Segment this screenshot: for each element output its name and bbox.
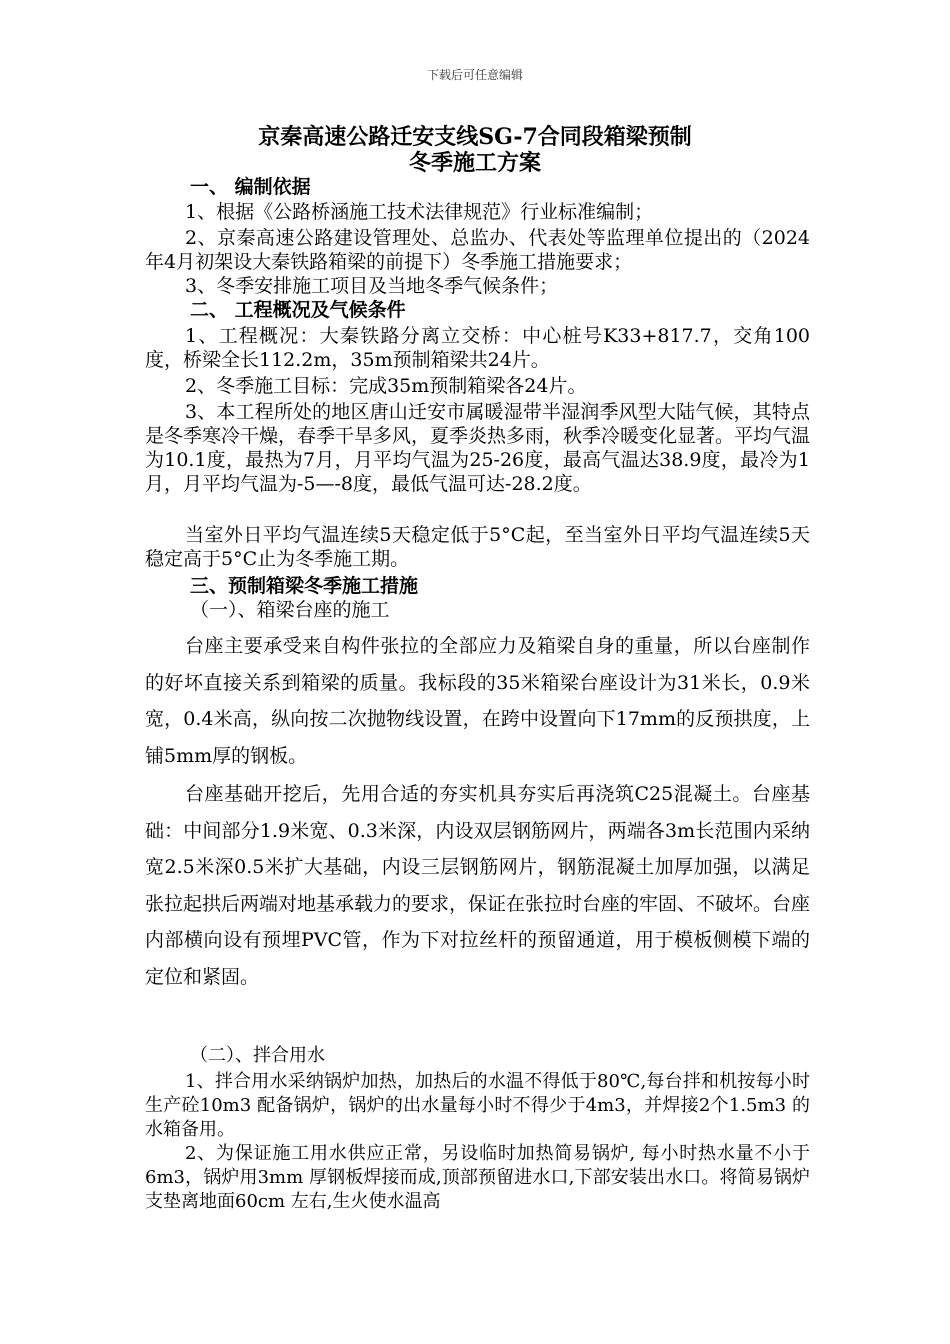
sec3-para2: 台座基础开挖后，先用合适的夯实机具夯实后再浇筑C25混凝土。台座基础：中间部分1.9米宽、0.3米深，内设双层钢筋网片，两端各3m长范围内采纳宽2.5米深0.5米扩大基础，内设三层钢筋网片，钢筋混凝土加厚加强，以满足张拉起拱后两端对地基承载力的要求，保证在张拉时台座的牢固、不破坏。台座内部横向设有预埋PVC管，作为下对拉丝杆的预留通道，用于模板侧模下端的定位和紧固。: [145, 783, 811, 988]
sec3-para3: 1、拌合用水采纳锅炉加热，加热后的水温不得低于80℃,每台拌和机按每小时生产砼10m3 配备锅炉，锅炉的出水量每小时不得少于4m3，并焊接2个1.5m3 的水箱备用。: [145, 1071, 810, 1140]
sec1-item3: 3、冬季安排施工项目及当地冬季气候条件；: [185, 275, 559, 297]
sec2-item1: 1、工程概况：大秦铁路分离立交桥：中心桩号K33+817.7，交角100度，桥梁全长112.2m，35m预制箱梁共24片。: [145, 325, 810, 371]
sec3-para1: 台座主要承受来自构件张拉的全部应力及箱梁自身的重量，所以台座制作的好坏直接关系到箱梁的质量。我标段的35米箱梁台座设计为31米长，0.9米宽，0.4米高，纵向按二次抛物线设置，在跨中设置向下17mm的反预拱度，上铺5mm厚的钢板。: [145, 635, 810, 767]
sec1-item2: 2、京秦高速公路建设管理处、总监办、代表处等监理单位提出的（2024年4月初架设大秦铁路箱梁的前提下）冬季施工措施要求；: [145, 227, 810, 273]
sec3-sub1: （一）、箱梁台座的施工: [190, 599, 390, 621]
sec3-sub2: （二）、拌合用水: [190, 1045, 325, 1066]
sec2-item3: 3、本工程所处的地区唐山迁安市属暖湿带半湿润季风型大陆气候，其特点是冬季寒冷干燥，春季干旱多风，夏季炎热多雨，秋季冷暖变化显著。平均气温为10.1度，最热为7月，月平均气温为25-26度，最高气温达38.9度，最冷为1月，月平均气温为-5—-8度，最低气温可达-28.2度。: [145, 401, 811, 495]
sec3-para4: 2、为保证施工用水供应正常，另设临时加热简易锅炉, 每小时热水量不小于6m3，锅炉用3mm 厚钢板焊接而成,顶部预留进水口,下部安装出水口。将简易锅炉支垫离地面60cm 左右,生火使水温高: [145, 1143, 810, 1212]
document-title-line2: 冬季施工方案: [408, 150, 541, 176]
sec1-item1: 1、根据《公路桥涵施工技术法律规范》行业标准编制；: [185, 201, 654, 223]
sec2-item2: 2、冬季施工目标：完成35m预制箱梁各24片。: [185, 375, 587, 397]
section3-heading: 三、预制箱梁冬季施工措施: [190, 575, 419, 597]
section1-heading: 一、 编制依据: [190, 176, 311, 198]
sec2-item4: 当室外日平均气温连续5天稳定低于5°C起，至当室外日平均气温连续5天稳定高于5°C止为冬季施工期。: [145, 524, 810, 570]
header-note: 下载后可任意编辑: [426, 68, 523, 82]
document-title-line1: 京秦高速公路迁安支线SG-7合同段箱梁预制: [258, 124, 692, 150]
section2-heading: 二、 工程概况及气候条件: [190, 299, 406, 321]
